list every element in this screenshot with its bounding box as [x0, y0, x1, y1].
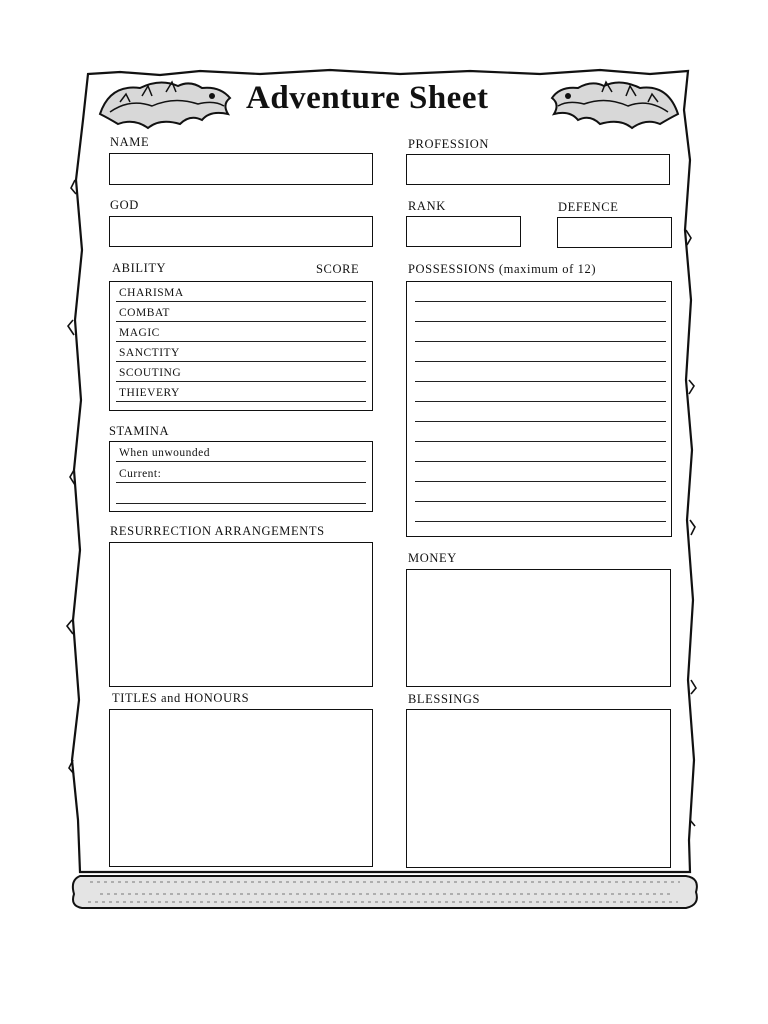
dragon-right-illustration	[548, 74, 688, 132]
stamina-row[interactable]	[116, 442, 366, 462]
defence-label: DEFENCE	[558, 200, 619, 214]
ability-row[interactable]	[116, 302, 366, 322]
blessings-label: BLESSINGS	[408, 692, 481, 706]
possession-line[interactable]	[415, 361, 666, 362]
ability-row[interactable]	[116, 322, 366, 342]
possession-line[interactable]	[415, 461, 666, 462]
titles-field[interactable]	[109, 709, 373, 867]
stamina-label: STAMINA	[109, 424, 170, 438]
ability-name: SCOUTING	[119, 367, 182, 379]
stamina-table	[109, 441, 373, 512]
resurrection-label: RESURRECTION ARRANGEMENTS	[110, 524, 325, 538]
possession-line[interactable]	[415, 421, 666, 422]
dragon-left-illustration	[90, 74, 240, 132]
possessions-box	[406, 281, 672, 537]
possession-line[interactable]	[415, 341, 666, 342]
ability-row[interactable]	[116, 382, 366, 402]
ability-name: CHARISMA	[119, 287, 184, 299]
ability-name: MAGIC	[119, 327, 160, 339]
possession-line[interactable]	[415, 321, 666, 322]
profession-field[interactable]	[406, 154, 670, 185]
ability-row[interactable]	[116, 362, 366, 382]
possession-line[interactable]	[415, 301, 666, 302]
ability-table	[109, 281, 373, 411]
god-field[interactable]	[109, 216, 373, 247]
money-label: MONEY	[408, 551, 457, 565]
titles-label: TITLES and HONOURS	[112, 691, 250, 705]
page-title: Adventure Sheet	[246, 80, 489, 116]
ability-name: SANCTITY	[119, 347, 180, 359]
possessions-label: POSSESSIONS (maximum of 12)	[408, 262, 597, 276]
ability-row[interactable]	[116, 282, 366, 302]
score-label: SCORE	[316, 262, 360, 276]
possession-line[interactable]	[415, 501, 666, 502]
possession-line[interactable]	[415, 481, 666, 482]
ability-name: COMBAT	[119, 307, 170, 319]
defence-field[interactable]	[557, 217, 672, 248]
ability-row[interactable]	[116, 342, 366, 362]
possession-line[interactable]	[415, 521, 666, 522]
money-field[interactable]	[406, 569, 671, 687]
possession-line[interactable]	[415, 441, 666, 442]
stamina-row[interactable]	[116, 463, 366, 483]
name-field[interactable]	[109, 153, 373, 185]
blessings-field[interactable]	[406, 709, 671, 868]
stamina-row-label: When unwounded	[119, 447, 210, 459]
name-label: NAME	[110, 135, 150, 149]
rank-label: RANK	[408, 199, 446, 213]
ability-name: THIEVERY	[119, 387, 180, 399]
god-label: GOD	[110, 198, 139, 212]
stamina-row[interactable]	[116, 484, 366, 504]
stamina-row-label: Current:	[119, 468, 162, 480]
profession-label: PROFESSION	[408, 137, 490, 151]
ability-label: ABILITY	[112, 261, 167, 275]
resurrection-field[interactable]	[109, 542, 373, 687]
possession-line[interactable]	[415, 401, 666, 402]
rank-field[interactable]	[406, 216, 521, 247]
possession-line[interactable]	[415, 381, 666, 382]
